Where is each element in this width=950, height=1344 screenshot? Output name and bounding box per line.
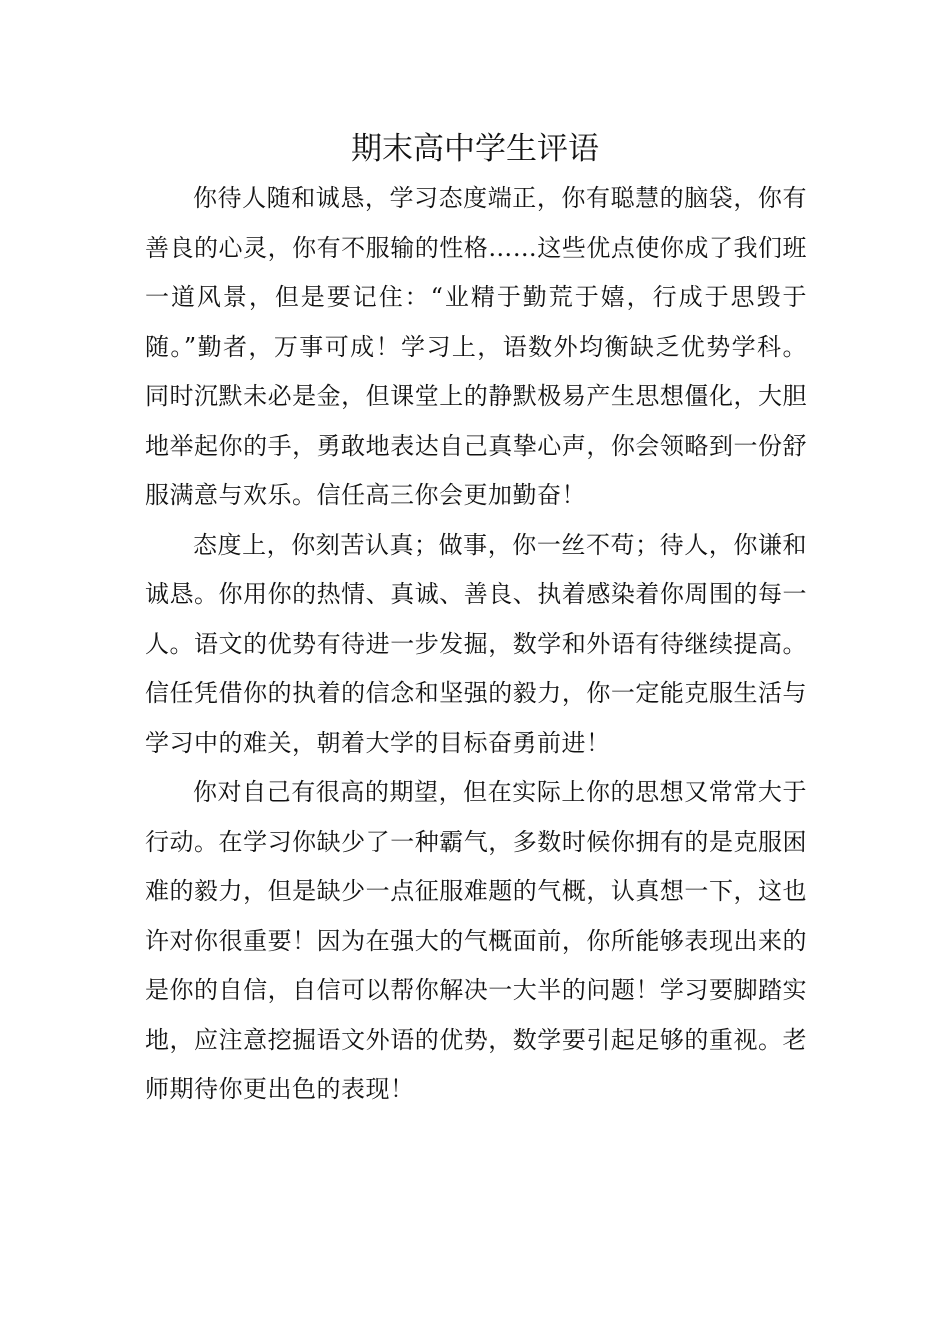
paragraph-3: 你对自己有很高的期望，但在实际上你的思想又常常大于行动。在学习你缺少了一种霸气，多数时候你拥有的是克服困难的毅力，但是缺少一点征服难题的气概，认真想一下，这也许对你很重要！因为在强大的气概面前，你所能够表现出来的是你的自信，自信可以帮你解决一大半的问题！学习要脚踏实地，应注意挖掘语文外语的优势，数学要引起足够的重视。老师期待你更出色的表现！: [145, 778, 807, 1103]
paragraph-2: 态度上，你刻苦认真；做事，你一丝不苟；待人，你谦和诚恳。你用你的热情、真诚、善良、执着感染着你周围的每一人。语文的优势有待进一步发掘，数学和外语有待继续提高。信任凭借你的执着的信念和坚强的毅力，你一定能克服生活与学习中的难关，朝着大学的目标奋勇前进！: [145, 530, 807, 757]
document-title: 期末高中学生评语: [351, 131, 599, 167]
document-body: [145, 174, 807, 1115]
paragraph-1: 你待人随和诚恳，学习态度端正，你有聪慧的脑袋，你有善良的心灵，你有不服输的性格……这些优点使你成了我们班一道风景，但是要记住：“业精于勤荒于嬉，行成于思毁于随。”勤者，万事可成！学习上，语数外均衡缺乏优势学科。同时沉默未必是金，但课堂上的静默极易产生思想僵化，大胆地举起你的手，勇敢地表达自己真挚心声，你会领略到一份舒服满意与欢乐。信任高三你会更加勤奋！: [145, 184, 807, 509]
